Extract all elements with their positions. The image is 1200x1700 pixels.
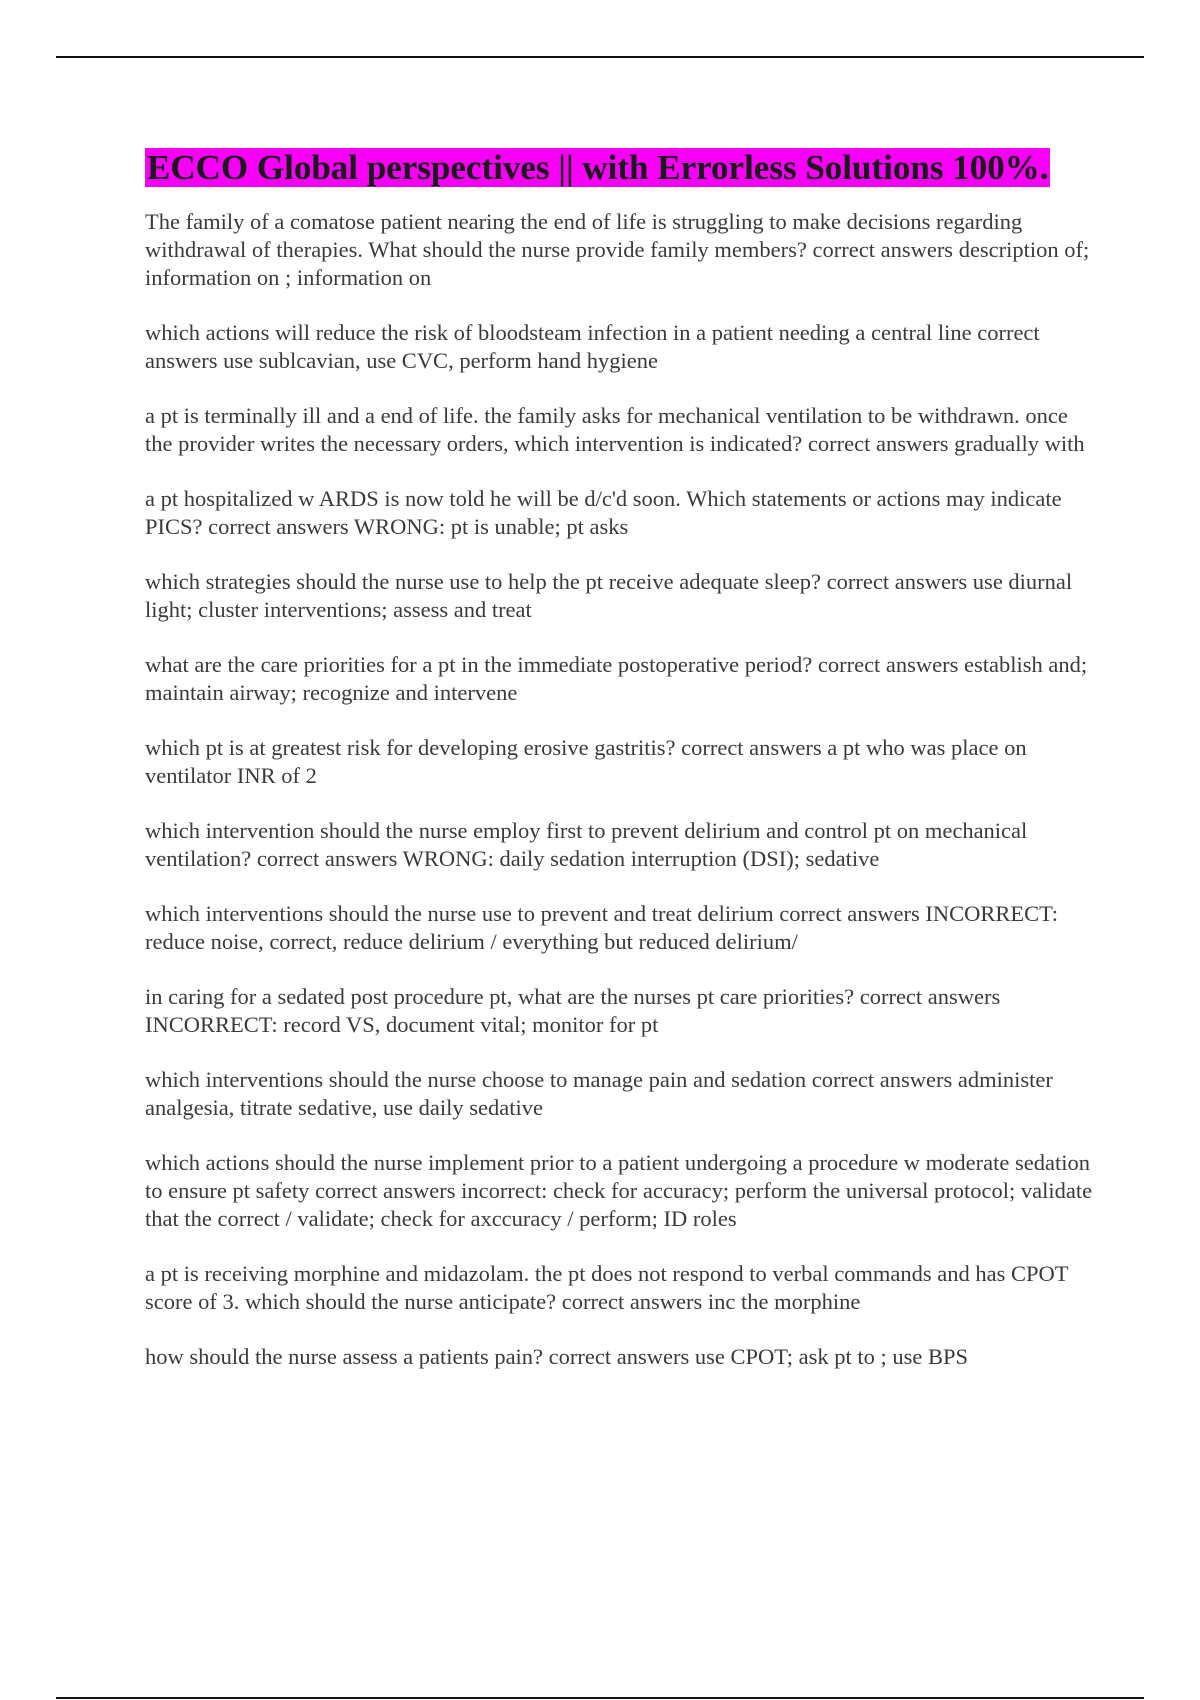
qa-item-7: which pt is at greatest risk for developing erosive gastritis? correct answers a pt who was place on ventilator INR of 2 [145, 735, 1027, 788]
qa-item-13: a pt is receiving morphine and midazolam. the pt does not respond to verbal commands and has CPOT score of 3. which should the nurse anticipate? correct answers inc the morphine [145, 1261, 1069, 1314]
bottom-rule [56, 1697, 1144, 1699]
qa-item-8: which intervention should the nurse employ first to prevent delirium and control pt on mechanical ventilation? correct answers WRONG: daily sedation interruption (DSI); sedative [145, 818, 1028, 871]
qa-item-10: in caring for a sedated post procedure pt, what are the nurses pt care priorities? correct answers INCORRECT: record VS, document vital; monitor for pt [145, 984, 1001, 1037]
qa-item-11: which interventions should the nurse choose to manage pain and sedation correct answers administer analgesia, titrate sedative, use daily sedative [145, 1067, 1053, 1120]
qa-item-1: The family of a comatose patient nearing the end of life is struggling to make decisions regarding withdrawal of therapies. What should the nurse provide family members? correct answers description of; information on ; information on [145, 209, 1090, 290]
qa-item-14: how should the nurse assess a patients pain? correct answers use CPOT; ask pt to ; use BPS [145, 1344, 969, 1369]
document-body [145, 146, 1095, 1398]
document-title: ECCO Global perspectives || with Errorless Solutions 100%. [147, 148, 1049, 187]
qa-item-5: which strategies should the nurse use to help the pt receive adequate sleep? correct answers use diurnal light; cluster interventions; assess and treat [145, 569, 1073, 622]
qa-item-9: which interventions should the nurse use to prevent and treat delirium correct answers INCORRECT: reduce noise, correct, reduce delirium / everything but reduced delirium/ [145, 901, 1059, 954]
qa-item-3: a pt is terminally ill and a end of life. the family asks for mechanical ventilation to be withdrawn. once the provider writes the necessary orders, which intervention is indicated? correct answers gradually with [145, 403, 1085, 456]
qa-item-6: what are the care priorities for a pt in the immediate postoperative period? correct answers establish and; maintain airway; recognize and intervene [145, 652, 1088, 705]
title-block [145, 146, 1095, 196]
top-rule [56, 56, 1144, 58]
qa-item-12: which actions should the nurse implement prior to a patient undergoing a procedure w moderate sedation to ensure pt safety correct answers incorrect: check for accuracy; perform the universal protocol; validate that the correct / validate; check for axccuracy / perform; ID roles [145, 1150, 1093, 1231]
qa-item-4: a pt hospitalized w ARDS is now told he will be d/c'd soon. Which statements or actions may indicate PICS? correct answers WRONG: pt is unable; pt asks [145, 486, 1062, 539]
qa-item-2: which actions will reduce the risk of bloodsteam infection in a patient needing a central line correct answers use sublcavian, use CVC, perform hand hygiene [145, 320, 1040, 373]
